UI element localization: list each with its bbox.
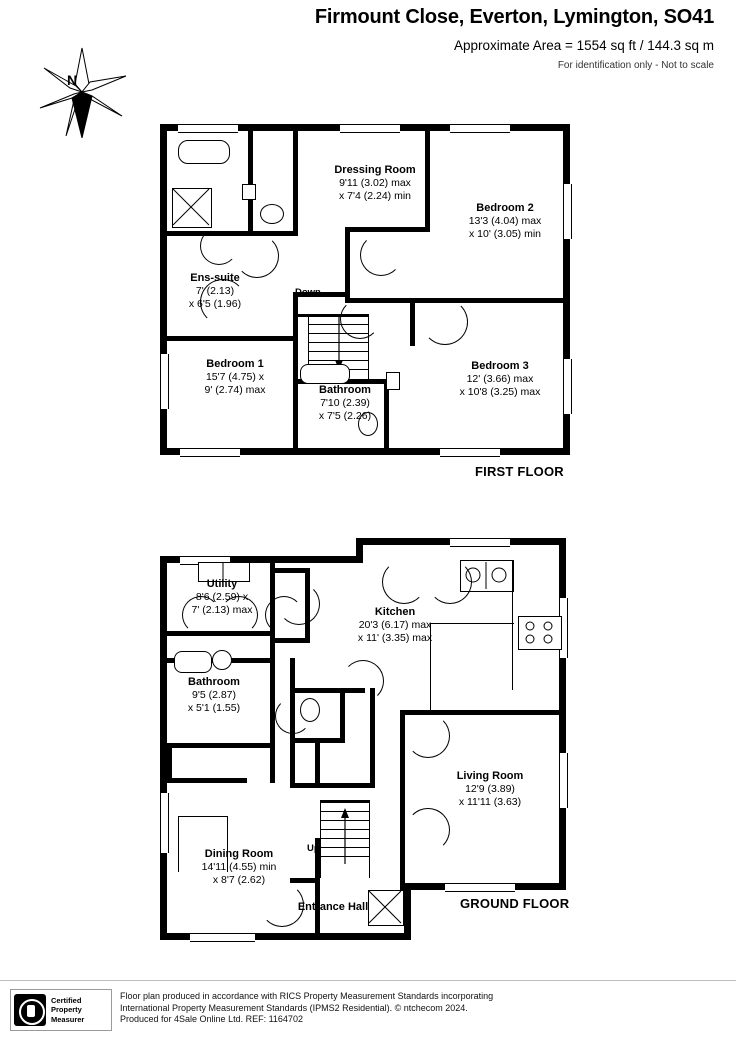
- internal-wall: [293, 124, 298, 236]
- room-label-bathroom: Bathroom 7'10 (2.39) x 7'5 (2.26): [318, 384, 372, 422]
- bath-fixture: [174, 651, 212, 673]
- door-swing: [406, 808, 450, 852]
- stairs-down-label: Down: [295, 287, 321, 298]
- window: [178, 124, 238, 133]
- first-floor-plan: [160, 124, 570, 484]
- footer-legal-text: Floor plan produced in accordance with RICS Property Measurement Standards incorporating International Property Measurement Standards (IPMS2 Residential). © ntchecom 2024. Produced for 4Sale Online Ltd. REF: 1164702: [120, 991, 494, 1024]
- compass-north-label: N: [67, 72, 78, 88]
- internal-wall: [400, 710, 405, 890]
- internal-wall: [248, 124, 253, 236]
- rics-logo: [14, 994, 46, 1026]
- room-label-dining-room: Dining Room 14'11 (4.55) min x 8'7 (2.62): [201, 848, 277, 886]
- floor-tag-first: FIRST FLOOR: [475, 464, 564, 479]
- room-label-dressing-room: Dressing Room 9'11 (3.02) max x 7'4 (2.24) min: [334, 164, 416, 202]
- door-swing: [340, 299, 380, 339]
- internal-wall: [410, 298, 415, 346]
- internal-wall: [190, 743, 275, 748]
- page-title: Firmount Close, Everton, Lymington, SO41: [314, 6, 714, 28]
- window: [190, 933, 255, 942]
- ground-floor-plan: [160, 538, 570, 958]
- door-swing: [200, 227, 238, 265]
- room-label-bedroom-1: Bedroom 1 15'7 (4.75) x 9' (2.74) max: [204, 358, 266, 396]
- window: [340, 124, 400, 133]
- window: [559, 753, 568, 808]
- room-label-bedroom-3: Bedroom 3 12' (3.66) max x 10'8 (3.25) max: [459, 360, 541, 398]
- stair-edge: [369, 800, 370, 878]
- internal-wall: [293, 336, 298, 448]
- door-swing: [406, 714, 450, 758]
- room-label-living-room: Living Room 12'9 (3.89) x 11'11 (3.63): [456, 770, 524, 808]
- disclaimer-text: For identification only - Not to scale: [557, 60, 714, 71]
- door-swing: [382, 560, 426, 604]
- window: [440, 448, 500, 457]
- window: [445, 883, 515, 892]
- window: [160, 354, 169, 409]
- floor-tag-ground: GROUND FLOOR: [460, 896, 570, 911]
- window: [450, 538, 510, 547]
- internal-wall: [167, 743, 172, 783]
- internal-wall: [290, 783, 320, 788]
- room-label-utility: Utility 8'6 (2.59) x 7' (2.13) max: [191, 578, 253, 616]
- door-swing: [342, 660, 384, 702]
- compass-rose: [36, 46, 128, 138]
- room-label-entrance-hall: Entrance Hall: [297, 901, 369, 913]
- room-label-kitchen: Kitchen 20'3 (6.17) max x 11' (3.35) max: [357, 606, 433, 644]
- window: [180, 448, 240, 457]
- shower-cross-icon: [172, 188, 211, 227]
- internal-wall: [167, 778, 247, 783]
- rics-certified-badge: [10, 989, 112, 1031]
- approximate-area: Approximate Area = 1554 sq ft / 144.3 sq m: [453, 38, 714, 53]
- stair-direction-arrow: [338, 808, 352, 868]
- badge-text: Certified Property Measurer: [51, 995, 85, 1024]
- door-swing: [275, 698, 311, 734]
- door-swing: [360, 234, 402, 276]
- internal-wall: [167, 631, 275, 636]
- basin-fixture: [242, 184, 256, 200]
- window: [160, 793, 169, 853]
- door-swing: [422, 299, 468, 345]
- room-label-ensuite: Ens-suite 7' (2.13) x 6'5 (1.96): [188, 272, 242, 310]
- window: [450, 124, 510, 133]
- hob-icon: [518, 616, 561, 649]
- internal-wall: [167, 336, 297, 341]
- room-label-bathroom-ground: Bathroom 9'5 (2.87) x 5'1 (1.55): [187, 676, 241, 714]
- recess-edge: [178, 816, 228, 817]
- internal-wall: [315, 783, 375, 788]
- counter-edge: [512, 560, 513, 690]
- bath-fixture: [178, 140, 230, 164]
- wall-step-bottom: [404, 883, 411, 940]
- internal-wall: [270, 743, 275, 783]
- plan-footer: [0, 980, 736, 1041]
- stairs-up-label: Up: [307, 843, 320, 854]
- toilet-fixture: [260, 204, 284, 224]
- internal-wall: [340, 688, 345, 743]
- stair-outline: [320, 800, 370, 803]
- bath-fixture: [300, 364, 350, 384]
- internal-wall: [345, 227, 430, 232]
- basin-fixture: [212, 650, 232, 670]
- room-label-bedroom-2: Bedroom 2 13'3 (4.04) max x 10' (3.05) min: [468, 202, 542, 240]
- internal-wall: [315, 743, 320, 788]
- door-swing: [428, 560, 472, 604]
- internal-wall: [275, 638, 310, 643]
- wall-left: [160, 556, 167, 940]
